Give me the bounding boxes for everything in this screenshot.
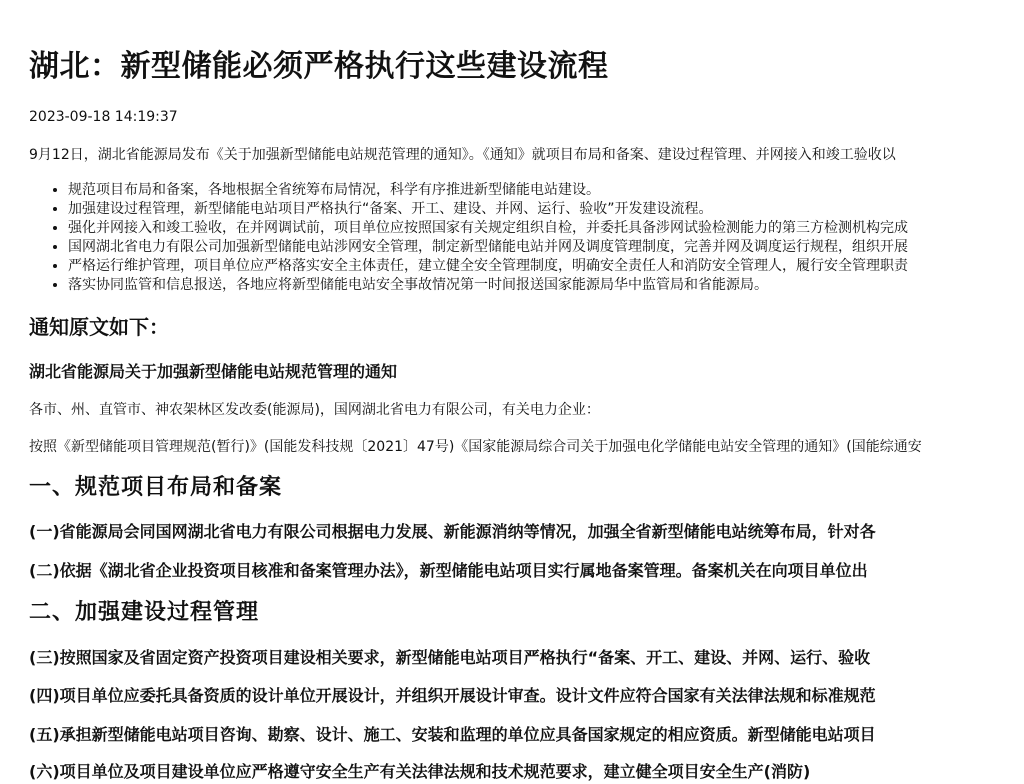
intro-paragraph: 9月12日，湖北省能源局发布《关于加强新型储能电站规范管理的通知》。《通知》就项目布局和备案、建设过程管理、并网接入和竣工验收以: [29, 147, 896, 163]
article: [29, 0, 1024, 781]
clause-4: (四)项目单位应委托具备资质的设计单位开展设计，并组织开展设计审查。设计文件应符合国家有关法律法规和标准规范: [29, 686, 876, 705]
summary-item: • 加强建设过程管理，新型储能电站项目严格执行“备案、开工、建设、并网、运行、验收”开发建设流程。: [68, 200, 908, 219]
article-title: 湖北：新型储能必须严格执行这些建设流程: [29, 49, 609, 84]
section-heading-layout-filing: 一、规范项目布局和备案: [29, 475, 283, 500]
summary-item: • 落实协同监管和信息报送，各地应将新型储能电站安全事故情况第一时间报送国家能源局华中监管局和省能源局。: [68, 276, 908, 295]
clause-3: (三)按照国家及省固定资产投资项目建设相关要求，新型储能电站项目严格执行“备案、开工、建设、并网、运行、验收: [29, 648, 871, 667]
notice-document-title: 湖北省能源局关于加强新型储能电站规范管理的通知: [29, 362, 398, 381]
notice-addressee: 各市、州、直管市、神农架林区发改委(能源局)，国网湖北省电力有限公司，有关电力企业：: [29, 402, 600, 418]
summary-item: • 规范项目布局和备案，各地根据全省统筹布局情况，科学有序推进新型储能电站建设。: [68, 181, 908, 200]
summary-list: [29, 181, 908, 295]
clause-2: (二)依据《湖北省企业投资项目核准和备案管理办法》，新型储能电站项目实行属地备案管理。备案机关在向项目单位出: [29, 561, 868, 580]
publish-date: 2023-09-18 14:19:37: [29, 109, 178, 125]
summary-item: • 强化并网接入和竣工验收，在并网调试前，项目单位应按照国家有关规定组织自检，并委托具备涉网试验检测能力的第三方检测机构完成: [68, 219, 908, 238]
clause-1: (一)省能源局会同国网湖北省电力有限公司根据电力发展、新能源消纳等情况，加强全省新型储能电站统筹布局，针对各: [29, 522, 876, 541]
clause-6: (六)项目单位及项目建设单位应严格遵守安全生产有关法律法规和技术规范要求，建立健全项目安全生产(消防): [29, 762, 811, 781]
clause-5: (五)承担新型储能电站项目咨询、勘察、设计、施工、安装和监理的单位应具备国家规定的相应资质。新型储能电站项目: [29, 725, 876, 744]
notice-basis-paragraph: 按照《新型储能项目管理规范(暂行)》(国能发科技规〔2021〕47号)《国家能源局综合司关于加强电化学储能电站安全管理的通知》(国能综通安: [29, 439, 922, 455]
summary-item: • 国网湖北省电力有限公司加强新型储能电站涉网安全管理，制定新型储能电站并网及调度管理制度，完善并网及调度运行规程，组织开展: [68, 238, 908, 257]
section-heading-construction-management: 二、加强建设过程管理: [29, 600, 260, 625]
summary-item: • 严格运行维护管理，项目单位应严格落实安全主体责任，建立健全安全管理制度，明确安全责任人和消防安全管理人，履行安全管理职责: [68, 257, 908, 276]
notice-heading: 通知原文如下：: [29, 315, 169, 339]
